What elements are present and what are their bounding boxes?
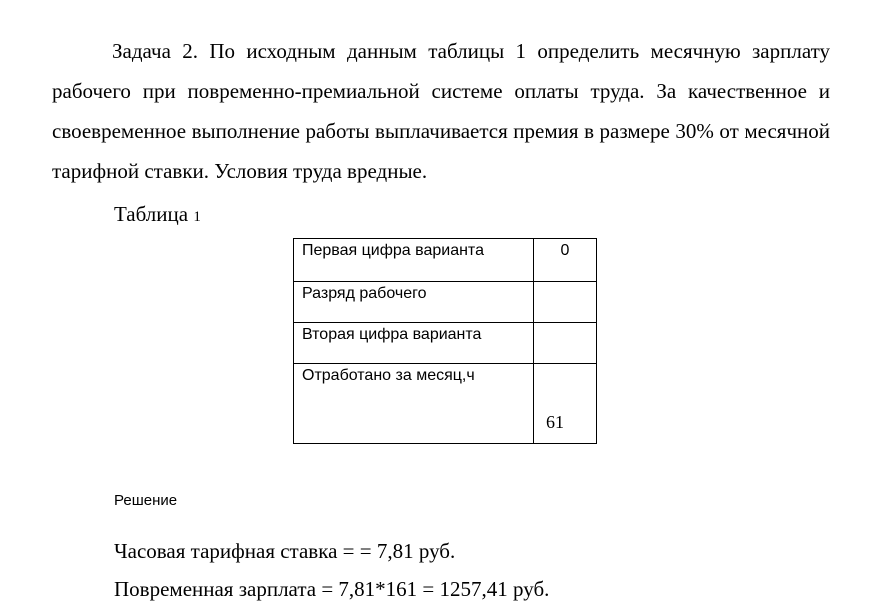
task-paragraph	[52, 31, 830, 191]
table-cell-label: Вторая цифра варианта	[294, 323, 534, 364]
table-cell-value: 0	[534, 239, 597, 282]
table-row	[294, 364, 597, 444]
solution-label: Решение	[114, 492, 178, 509]
table-cell-label: Первая цифра варианта	[294, 239, 534, 282]
table-row	[294, 239, 597, 282]
table-row	[294, 282, 597, 323]
task-title: Задача 2.	[112, 39, 198, 63]
table-cell-value	[534, 282, 597, 323]
table-cell-value	[534, 323, 597, 364]
table-cell-value: 61	[534, 364, 597, 444]
table-row	[294, 323, 597, 364]
table-cell-label: Разряд рабочего	[294, 282, 534, 323]
table-caption	[114, 199, 201, 232]
solution-line-time-wage: Повременная зарплата = 7,81*161 = 1257,41 руб.	[114, 577, 550, 601]
data-table	[293, 238, 597, 444]
task-text: По исходным данным таблицы 1 определить месячную зарплату рабочего при повременно-премиальной системе оплаты труда. За качественное и своевременное выполнение работы выплачивается премия в размере 30% от месячной тарифной ставки. Условия труда вредные.	[52, 39, 831, 183]
table-caption-word: Таблица	[114, 202, 189, 226]
table-cell-label: Отработано за месяц,ч	[294, 364, 534, 444]
solution-line-hourly-rate: Часовая тарифная ставка = = 7,81 руб.	[114, 539, 456, 563]
table-caption-number: 1	[193, 209, 201, 225]
